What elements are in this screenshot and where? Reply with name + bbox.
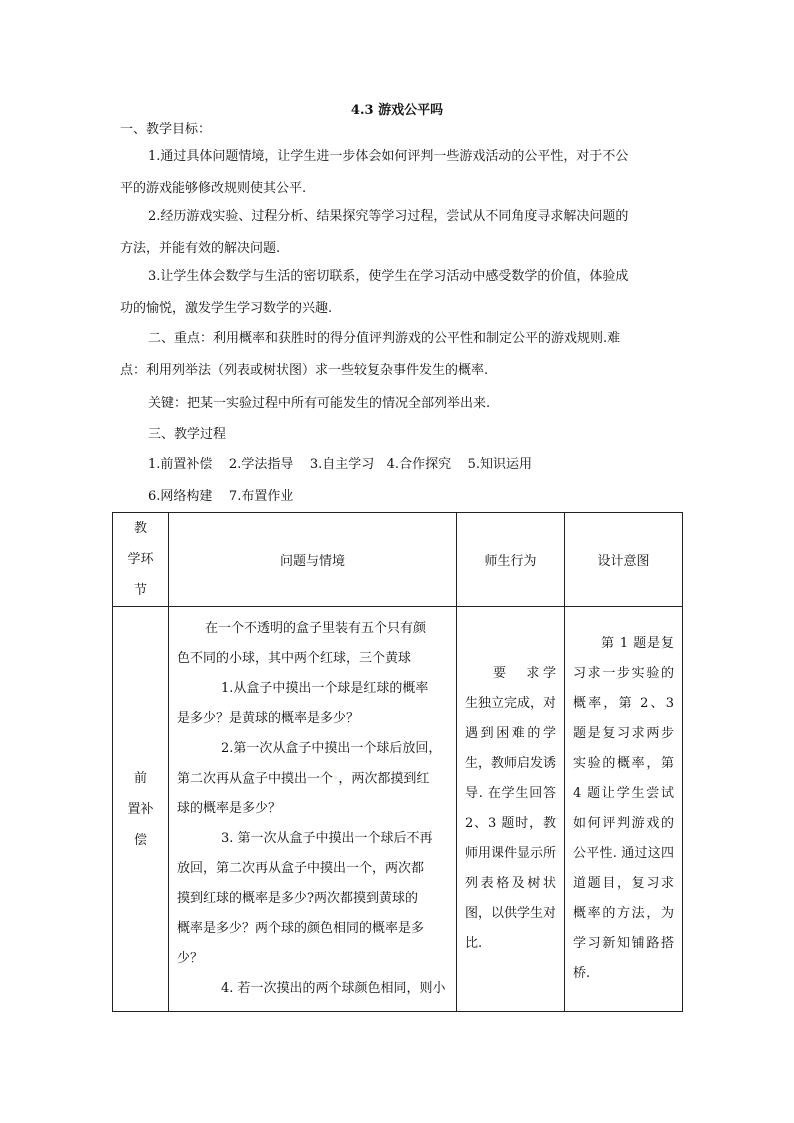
process-steps-line-2: 6.网络构建 7.布置作业 [148,489,294,504]
keypoints-line-1: 二、重点：利用概率和获胜时的得分值评判游戏的公平性和制定公平的游戏规则.难 [148,331,621,346]
intent-cell [565,607,683,1012]
objective-3-line-2: 功的愉悦，激发学生学习数学的兴趣. [120,301,333,316]
page-title: 4.3 游戏公平吗 [350,103,444,118]
stage-line: 前 [133,770,147,786]
question-text: 放回，第二次再从盒子中摸出一个，两次都 [177,861,425,877]
question-text [177,764,448,795]
header-stage-line: 节 [133,583,147,598]
behavior-cell [457,607,565,1012]
header-design-intent: 设计意图 [565,513,683,607]
header-question-context: 问题与情境 [169,513,457,607]
objective-1-line-1: 1.通过具体问题情境，让学生进一步体会如何评判一些游戏活动的公平性，对于不公 [148,149,629,164]
question-text: 概率是多少？两个球的颜色相同的概率是多 [177,921,425,937]
process-steps-line-1: 1.前置补偿 2.学法指导 3.自主学习 4.合作探究 5.知识运用 [148,457,533,472]
question-text: 是多少？是黄球的概率是多少？ [177,710,360,726]
question-text: 1.从盒子中摸出一个球是红球的概率 [221,680,429,696]
question-text-part: 第二次再从盒子中摸出一个 [177,771,334,787]
question-text: 2.第一次从盒子中摸出一个球后放回， [221,740,442,756]
question-text: 在一个不透明的盒子里装有五个只有颜 [205,620,427,636]
behavior-text: 要 求学生独立完成，对遇到困难的学生，教师启发诱导. 在学生回答 2、3 题时，教师用课件显示所列表格及树状图，以供学生对比. [465,666,557,951]
header-stage-line: 教 [133,521,147,536]
header-teaching-stage [113,513,169,607]
keypoints-line-2: 点：利用列举法（列表或树状图）求一些较复杂事件发生的概率. [120,363,489,378]
objective-1-line-2: 平的游戏能够修改规则使其公平. [120,181,307,196]
question-text: 色不同的小球，其中两个红球，三个黄球 [177,650,412,666]
question-text: 4. 若一次摸出的两个球颜色相同，则小 [221,981,446,997]
question-text: 3. 第一次从盒子中摸出一个球后不再 [221,831,433,847]
header-stage-line: 学环 [127,552,154,567]
question-cell [169,607,457,1012]
table-header-row [113,513,683,607]
question-text: 少？ [177,951,204,967]
stage-cell [113,607,169,1012]
table-row [113,607,683,1012]
stray-mark-icon: ◦ [333,773,339,784]
key-statement: 关键：把某一实验过程中所有可能发生的情况全部列举出来. [148,396,491,411]
stage-line: 置补 [127,801,154,817]
intent-text: 第 1 题是复习求一步实验的概率，第 2、3 题是复习求两步实验的概率，第 4 题让学生尝试如何评判游戏的公平性. 通过这四道题目，复习求概率的方法，为学习新知铺路搭桥. [573,636,674,981]
question-text: 球的概率是多少？ [177,801,282,817]
stage-line: 偿 [133,832,147,848]
objective-3-line-1: 3.让学生体会数学与生活的密切联系，使学生在学习活动中感受数学的价值，体验成 [148,269,629,284]
question-text: 摸到红球的概率是多少?两次都摸到黄球的 [177,891,418,907]
question-text-part: ，两次都摸到红 [338,771,430,787]
objective-2-line-2: 方法，并能有效的解决问题. [120,241,281,256]
objective-2-line-1: 2.经历游戏实验、过程分析、结果探究等学习过程，尝试从不同角度寻求解决问题的 [148,209,629,224]
objectives-heading: 一、教学目标： [120,122,212,137]
process-heading: 三、教学过程 [148,427,227,442]
lesson-table [112,512,683,1012]
header-teacher-student-behavior: 师生行为 [457,513,565,607]
